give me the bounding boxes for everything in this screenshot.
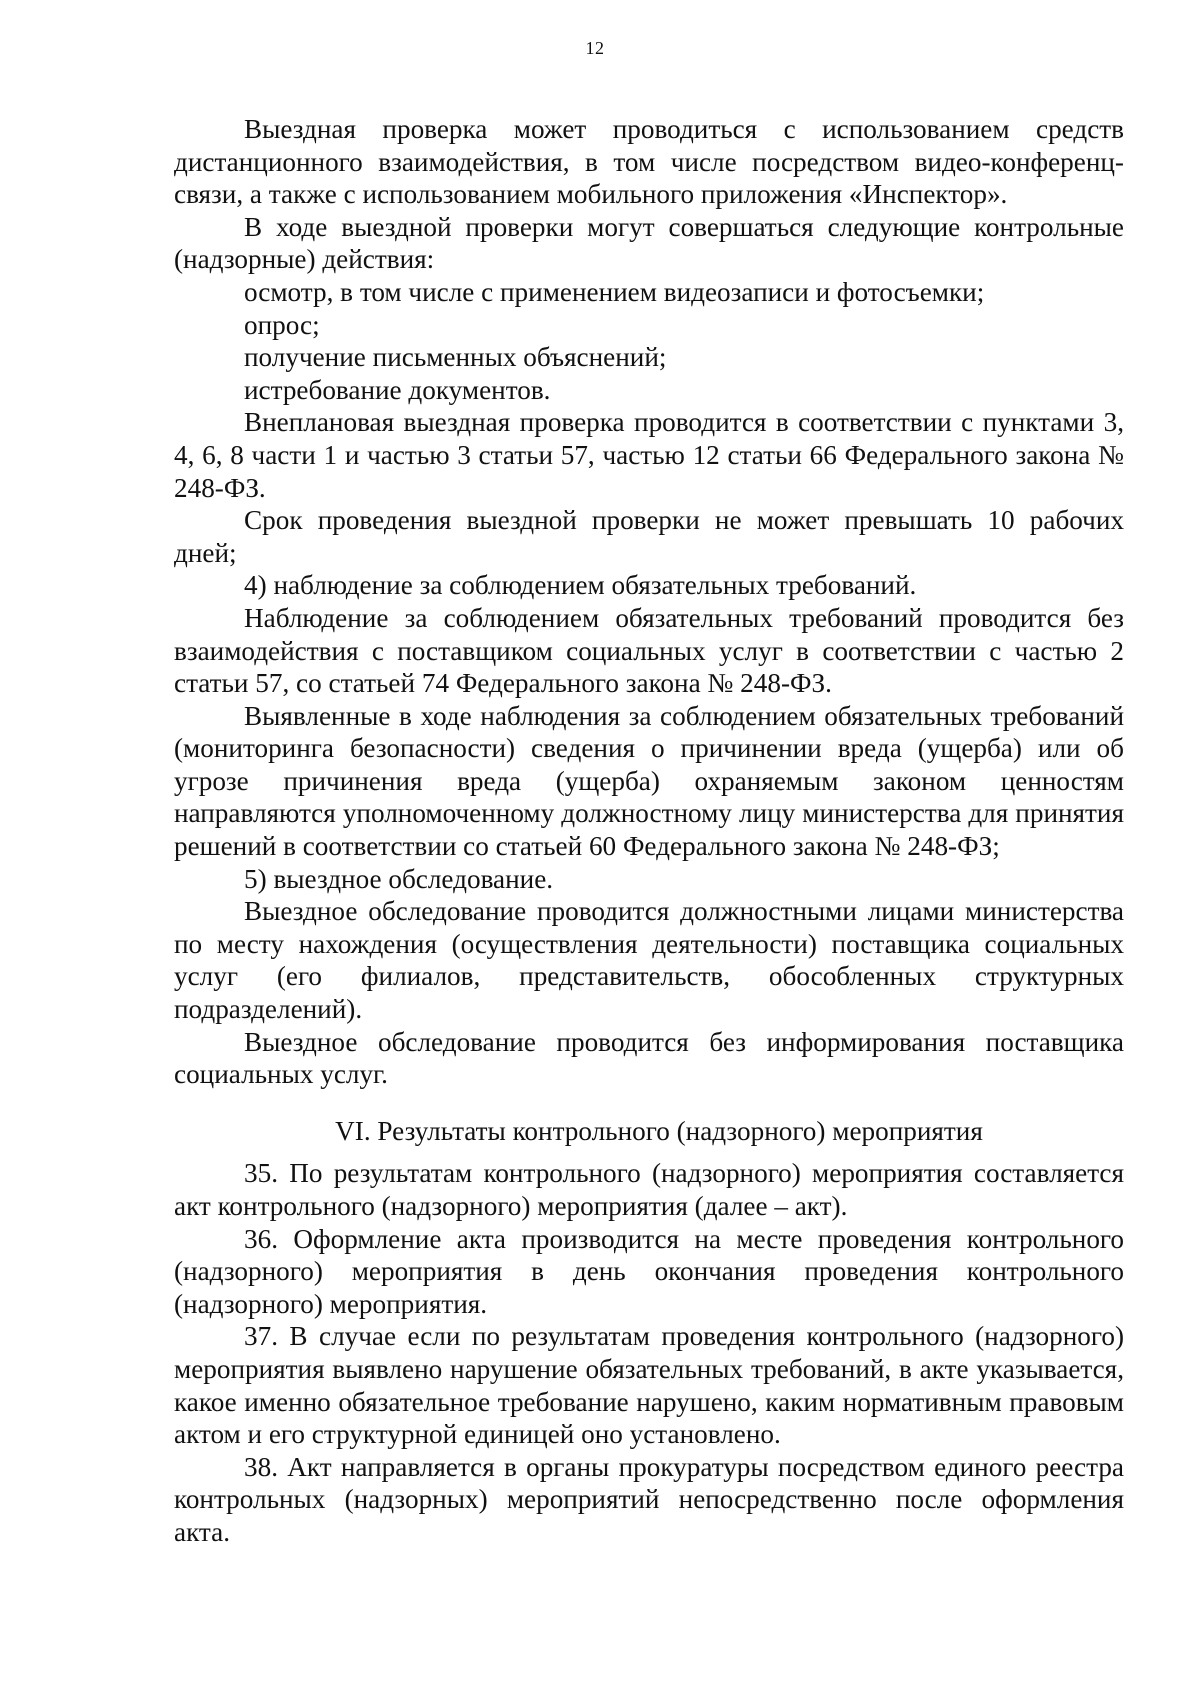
- paragraph: Выездная проверка может проводиться с использованием средств дистанционного взаимодействия, в том числе посредством видео-конференц-связи, а также с использованием мобильного приложения «Инспектор».: [174, 114, 1124, 210]
- list-item: 5) выездное обследование.: [244, 863, 554, 894]
- paragraph: 37. В случае если по результатам проведения контрольного (надзорного) мероприятия выявлено нарушение обязательных требований, в акте указывается, какое именно обязательное требование нарушено, каким нормативным правовым актом и его структурной единицей оно установлено.: [174, 1321, 1124, 1450]
- paragraph: Выездное обследование проводится должностными лицами министерства по месту нахождения (осуществления деятельности) поставщика социальных услуг (его филиалов, представительств, обособленных структурных подразделений).: [174, 896, 1124, 1025]
- list-item: осмотр, в том числе с применением видеозаписи и фотосъемки;: [244, 276, 985, 307]
- paragraph: Выездное обследование проводится без информирования поставщика социальных услуг.: [174, 1026, 1124, 1090]
- list-item: 4) наблюдение за соблюдением обязательных требований.: [244, 570, 917, 601]
- paragraph: 38. Акт направляется в органы прокуратуры посредством единого реестра контрольных (надзорных) мероприятий непосредственно после оформления акта.: [174, 1451, 1124, 1547]
- paragraph: Срок проведения выездной проверки не может превышать 10 рабочих дней;: [174, 505, 1124, 568]
- list-item: истребование документов.: [244, 374, 551, 405]
- paragraph: 35. По результатам контрольного (надзорного) мероприятия составляется акт контрольного (надзорного) мероприятия (далее – акт).: [174, 1158, 1124, 1221]
- section-heading: VI. Результаты контрольного (надзорного) мероприятия: [335, 1115, 983, 1146]
- document-body: [174, 113, 1124, 1549]
- list-item: опрос;: [244, 309, 320, 340]
- page-number: 12: [585, 38, 605, 58]
- paragraph: 36. Оформление акта производится на месте проведения контрольного (надзорного) мероприятия в день окончания проведения контрольного (надзорного) мероприятия.: [174, 1223, 1124, 1319]
- paragraph: Наблюдение за соблюдением обязательных требований проводится без взаимодействия с поставщиком социальных услуг в соответствии с частью 2 статьи 57, со статьей 74 Федерального закона № 248-ФЗ.: [174, 602, 1124, 699]
- paragraph: Выявленные в ходе наблюдения за соблюдением обязательных требований (мониторинга безопасности) сведения о причинении вреда (ущерба) или об угрозе причинения вреда (ущерба) охраняемым законом ценностям направляются уполномоченному должностному лицу министерства для принятия решений в соответствии со статьей 60 Федерального закона № 248-ФЗ;: [174, 700, 1124, 862]
- list-item: получение письменных объяснений;: [244, 342, 667, 373]
- paragraph: В ходе выездной проверки могут совершаться следующие контрольные (надзорные) действия:: [174, 211, 1124, 275]
- paragraph: Внеплановая выездная проверка проводится в соответствии с пунктами 3, 4, 6, 8 части 1 и частью 3 статьи 57, частью 12 статьи 66 Федерального закона № 248-ФЗ.: [174, 407, 1124, 503]
